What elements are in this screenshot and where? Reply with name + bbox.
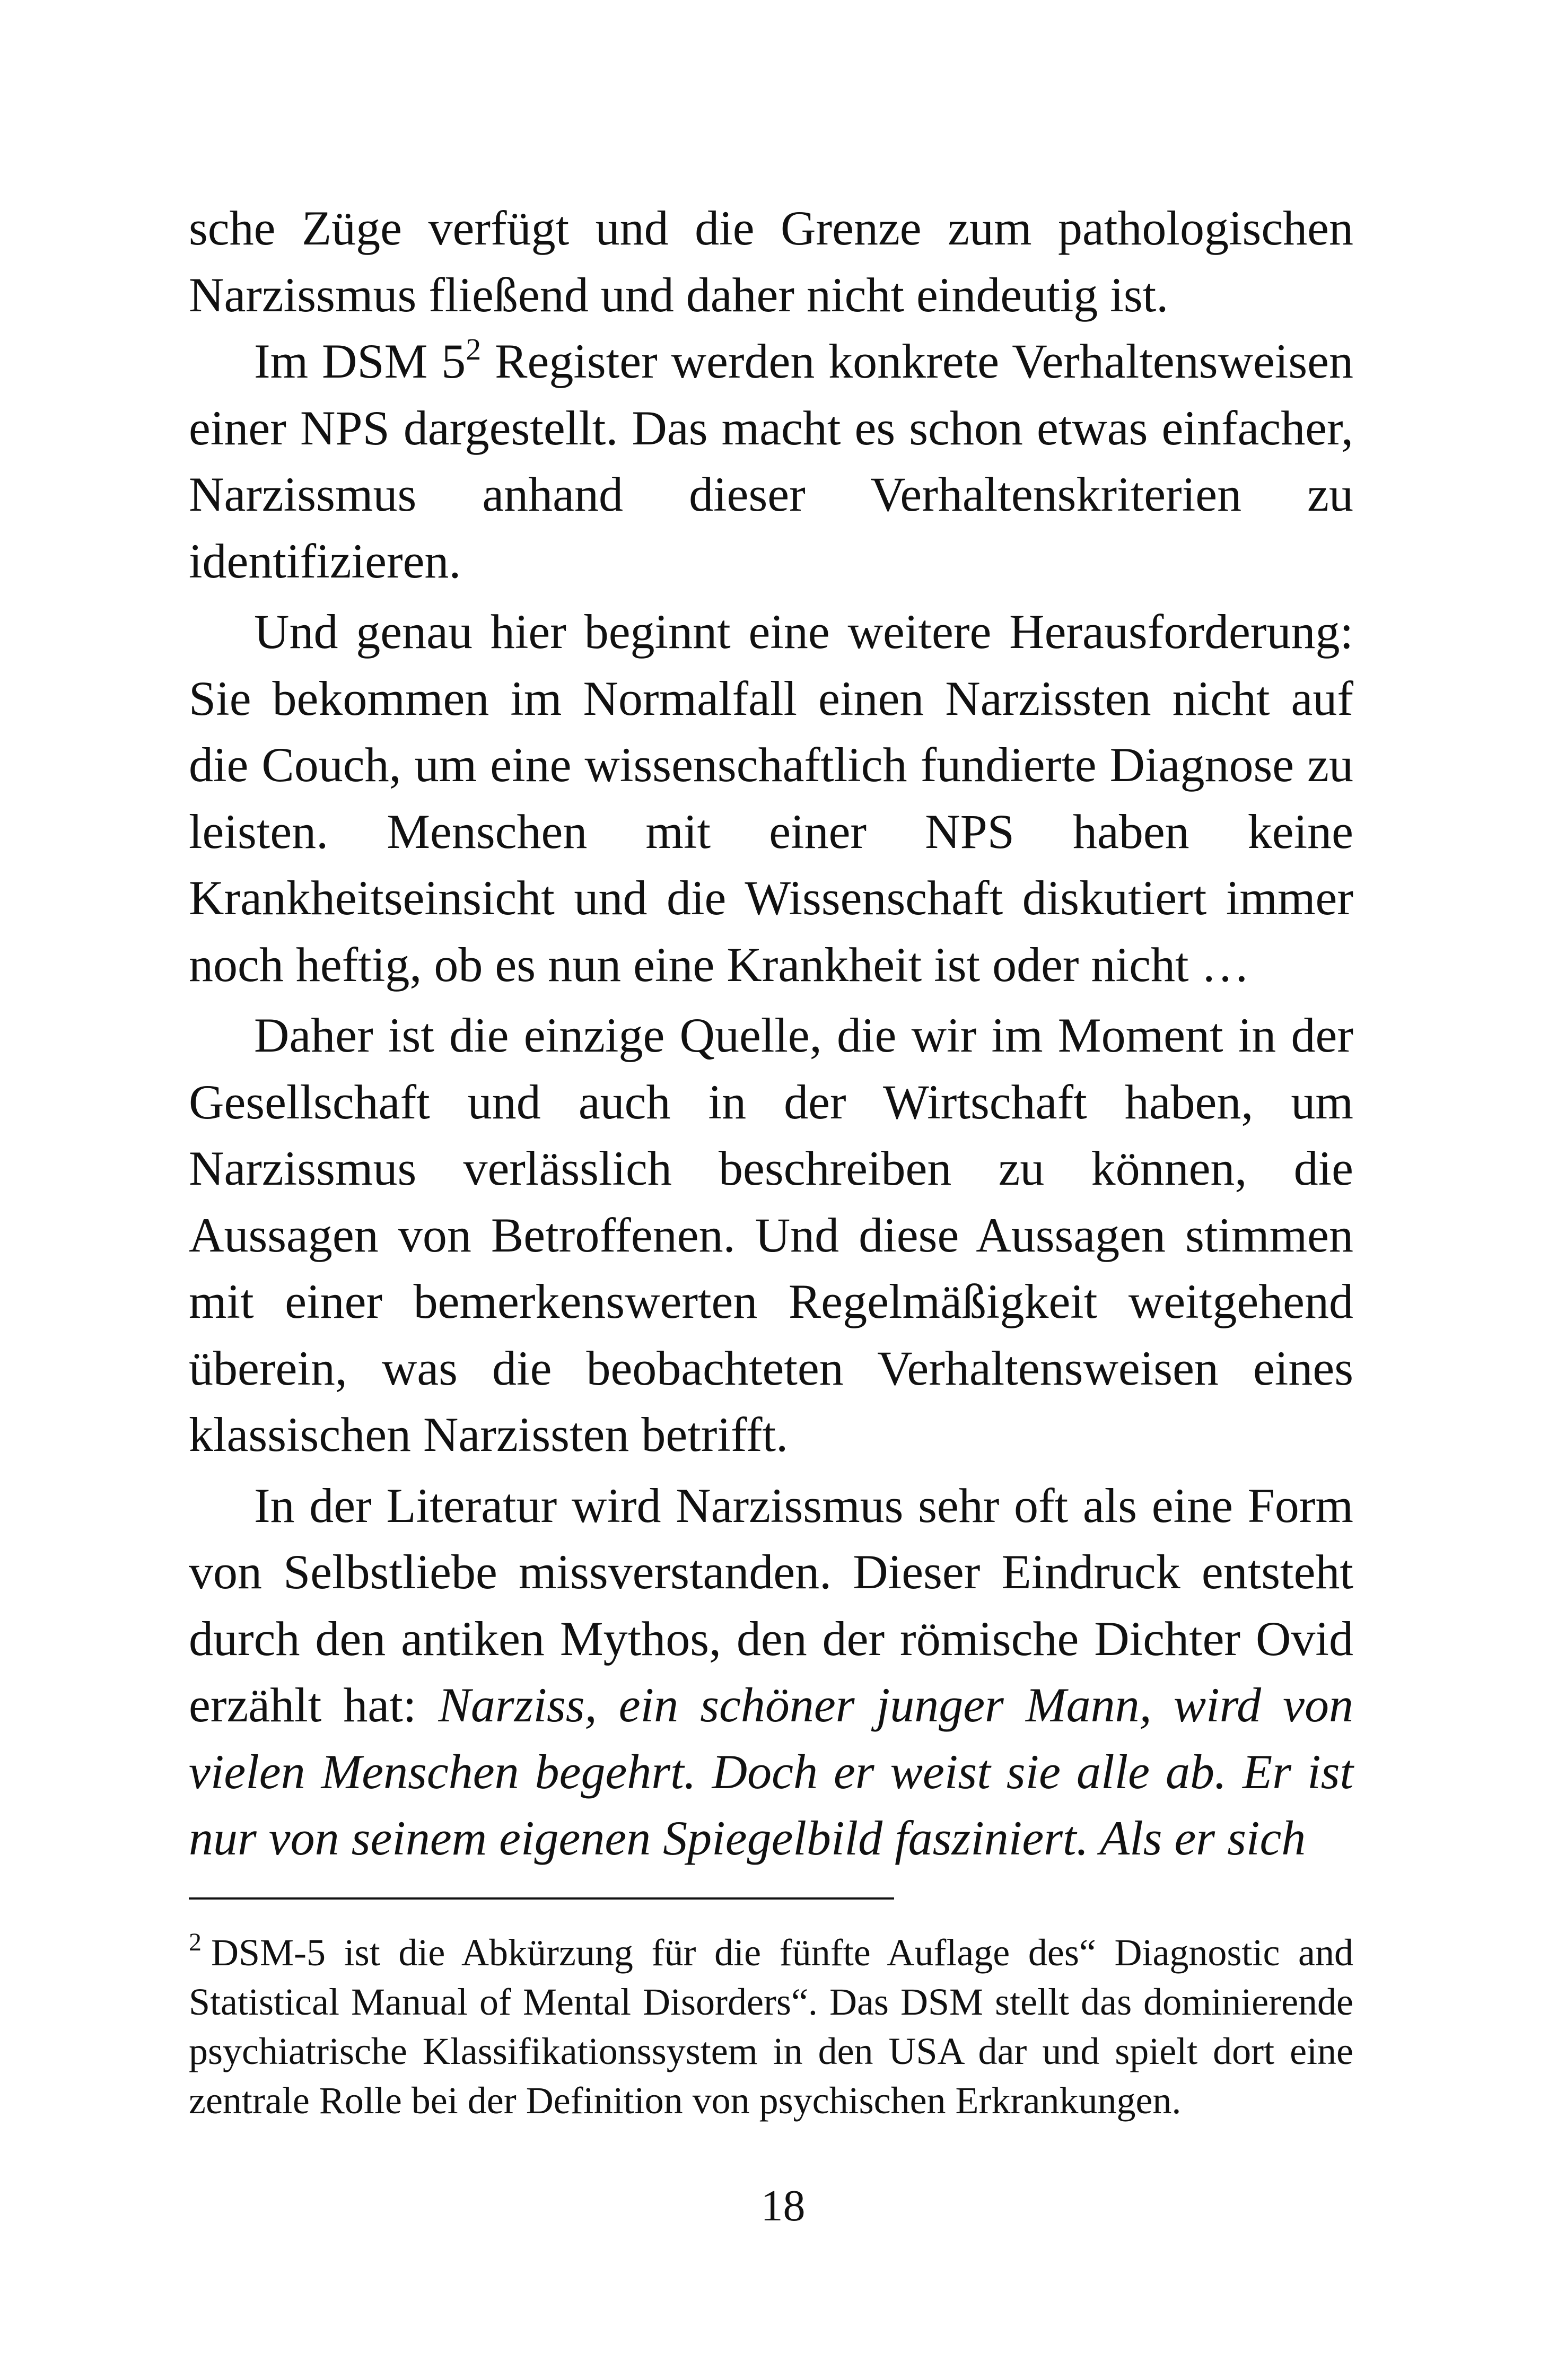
paragraph-myth: In der Literatur wird Narzissmus sehr oft als eine Form von Selbstliebe missverstanden. Dieser Eindruck entsteht durch den antiken Mythos, den der römische Dichter Ovid erzählt hat: Narziss, ein schöner junger Mann, wird von vielen Menschen begehrt. Doch er weist sie alle ab. Er ist nur von seinem eigenen Spiegelbild fasziniert. Als er sich — [189, 1478, 1353, 1865]
footnote-reference[interactable]: 2 — [466, 332, 482, 366]
paragraph-dsm: Im DSM 5$^2$ Register werden konkrete Verhaltensweisen einer NPS dargestellt. Das macht es schon etwas einfacher, Narzissmus anhand dieser Verhaltenskriterien zu identifizieren. — [189, 332, 1353, 588]
paragraph-challenge: Und genau hier beginnt eine weitere Herausforderung: Sie bekommen im Normalfall einen Narzissten nicht auf die Couch, um eine wissenschaftlich fundierte Diagnose zu leisten. Menschen mit einer NPS haben keine Krankheitseinsicht und die Wissenschaft diskutiert immer noch heftig, ob es nun eine Krankheit ist oder nicht … — [189, 605, 1353, 992]
main-text — [189, 195, 1353, 1872]
myth-quote: Narziss, ein schöner junger Mann, wird von vielen Menschen begehrt. Doch er weist sie alle ab. Er ist nur von seinem eigenen Spiegelbild fasziniert. Als er sich — [189, 1678, 1353, 1865]
footnote-text: DSM-5 ist die Abkürzung für die fünfte Auflage des“ Diagnostic and Statistical Manual of Mental Disorders“. Das DSM stellt das dominierende psychiatrische Klassifikationssystem in den USA dar und spielt dort eine zentrale Rolle bei der Definition von psychischen Erkrankungen. — [189, 1931, 1353, 2122]
page-number: 18 — [760, 2181, 806, 2230]
footnote-number: 2 — [189, 1928, 202, 1956]
footnote — [189, 1928, 1353, 2125]
paragraph-sources: Daher ist die einzige Quelle, die wir im Moment in der Gesellschaft und auch in der Wirtschaft haben, um Narzissmus verlässlich beschreiben zu können, die Aussagen von Betroffenen. Und diese Aussagen stimmen mit einer bemerkenswerten Regelmäßigkeit weitgehend überein, was die beobachteten Verhaltensweisen eines klassischen Narzissten betrifft. — [189, 1008, 1353, 1462]
paragraph-continuation: sche Züge verfügt und die Grenze zum pathologischen Narzissmus fließend und daher nicht eindeutig ist. — [189, 201, 1353, 322]
footnote-divider — [189, 1897, 894, 1900]
